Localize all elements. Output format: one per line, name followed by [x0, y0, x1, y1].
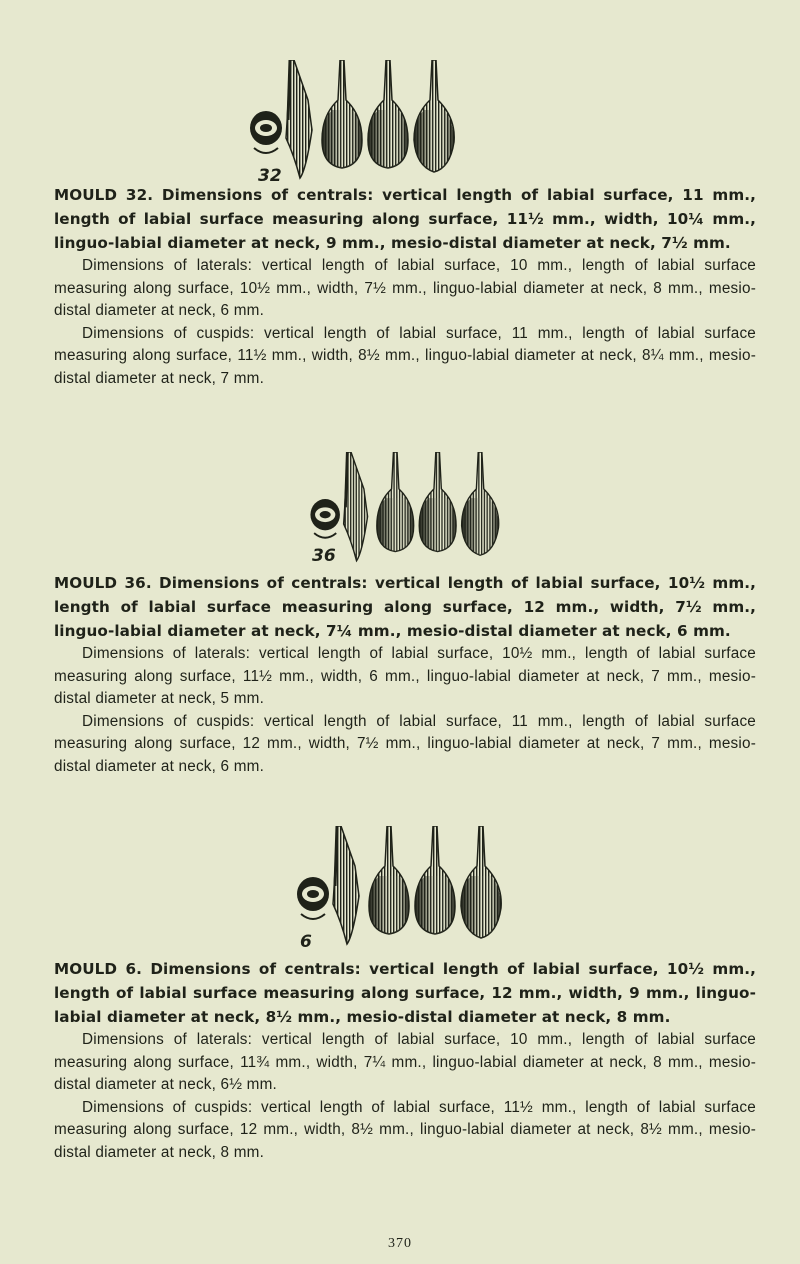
mould-36-text	[54, 571, 756, 778]
mould-32-text	[54, 183, 756, 390]
mould-36-figure	[300, 452, 620, 572]
laterals-paragraph: Dimensions of laterals: vertical length of labial surface, 10 mm., length of labial surface measuring along surface, 11¾ mm., width, 7¼ mm., linguo-labial diameter at neck, 8 mm., mesio-distal diameter at neck, 6½ mm.	[54, 1031, 756, 1093]
laterals-paragraph: Dimensions of laterals: vertical length of labial surface, 10½ mm., length of labial surface measuring along surface, 11½ mm., width, 6 mm., linguo-labial diameter at neck, 7 mm., mesio-distal diameter at neck, 5 mm.	[54, 645, 756, 707]
figure-number: 36	[312, 546, 336, 566]
mould-heading: MOULD 6. Dimensions of centrals: vertical length of labial surface, 10½ mm., length of labial surface measuring along surface, 12 mm., width, 9 mm., linguo-labial diameter at neck, 8½ mm., mesio-distal diameter at neck, 8 mm.	[54, 960, 756, 1026]
mould-heading: MOULD 32. Dimensions of centrals: vertical length of labial surface, 11 mm., length of labial surface measuring along surface, 11½ mm., width, 10¼ mm., linguo-labial diameter at neck, 9 mm., mesio-distal diameter at neck, 7½ mm.	[54, 186, 756, 252]
figure-number: 6	[300, 932, 312, 952]
figure-number: 32	[258, 166, 282, 186]
page-number: 370	[388, 1236, 412, 1251]
mould-6-text	[54, 957, 756, 1164]
tooth-set-illustration	[280, 826, 530, 954]
cuspids-paragraph: Dimensions of cuspids: vertical length of labial surface, 11½ mm., length of labial surface measuring along surface, 12 mm., width, 8½ mm., linguo-labial diameter at neck, 8½ mm., mesio-distal diameter at neck, 8 mm.	[54, 1098, 756, 1161]
mould-32-figure	[248, 60, 568, 188]
mould-6-figure	[280, 826, 600, 954]
mould-heading: MOULD 36. Dimensions of centrals: vertical length of labial surface, 10½ mm., length of labial surface measuring along surface, 12 mm., width, 7½ mm., linguo-labial diameter at neck, 7¼ mm., mesio-distal diameter at neck, 6 mm.	[54, 574, 756, 640]
cuspids-paragraph: Dimensions of cuspids: vertical length of labial surface, 11 mm., length of labial surface measuring along surface, 11½ mm., width, 8½ mm., linguo-labial diameter at neck, 8¼ mm., mesio-distal diameter at neck, 7 mm.	[54, 324, 756, 387]
cuspids-paragraph: Dimensions of cuspids: vertical length of labial surface, 11 mm., length of labial surface measuring along surface, 12 mm., width, 7½ mm., linguo-labial diameter at neck, 7 mm., mesio-distal diameter at neck, 6 mm.	[54, 712, 756, 775]
laterals-paragraph: Dimensions of laterals: vertical length of labial surface, 10 mm., length of labial surface measuring along surface, 10½ mm., width, 7½ mm., linguo-labial diameter at neck, 8 mm., mesio-distal diameter at neck, 6 mm.	[54, 257, 756, 319]
